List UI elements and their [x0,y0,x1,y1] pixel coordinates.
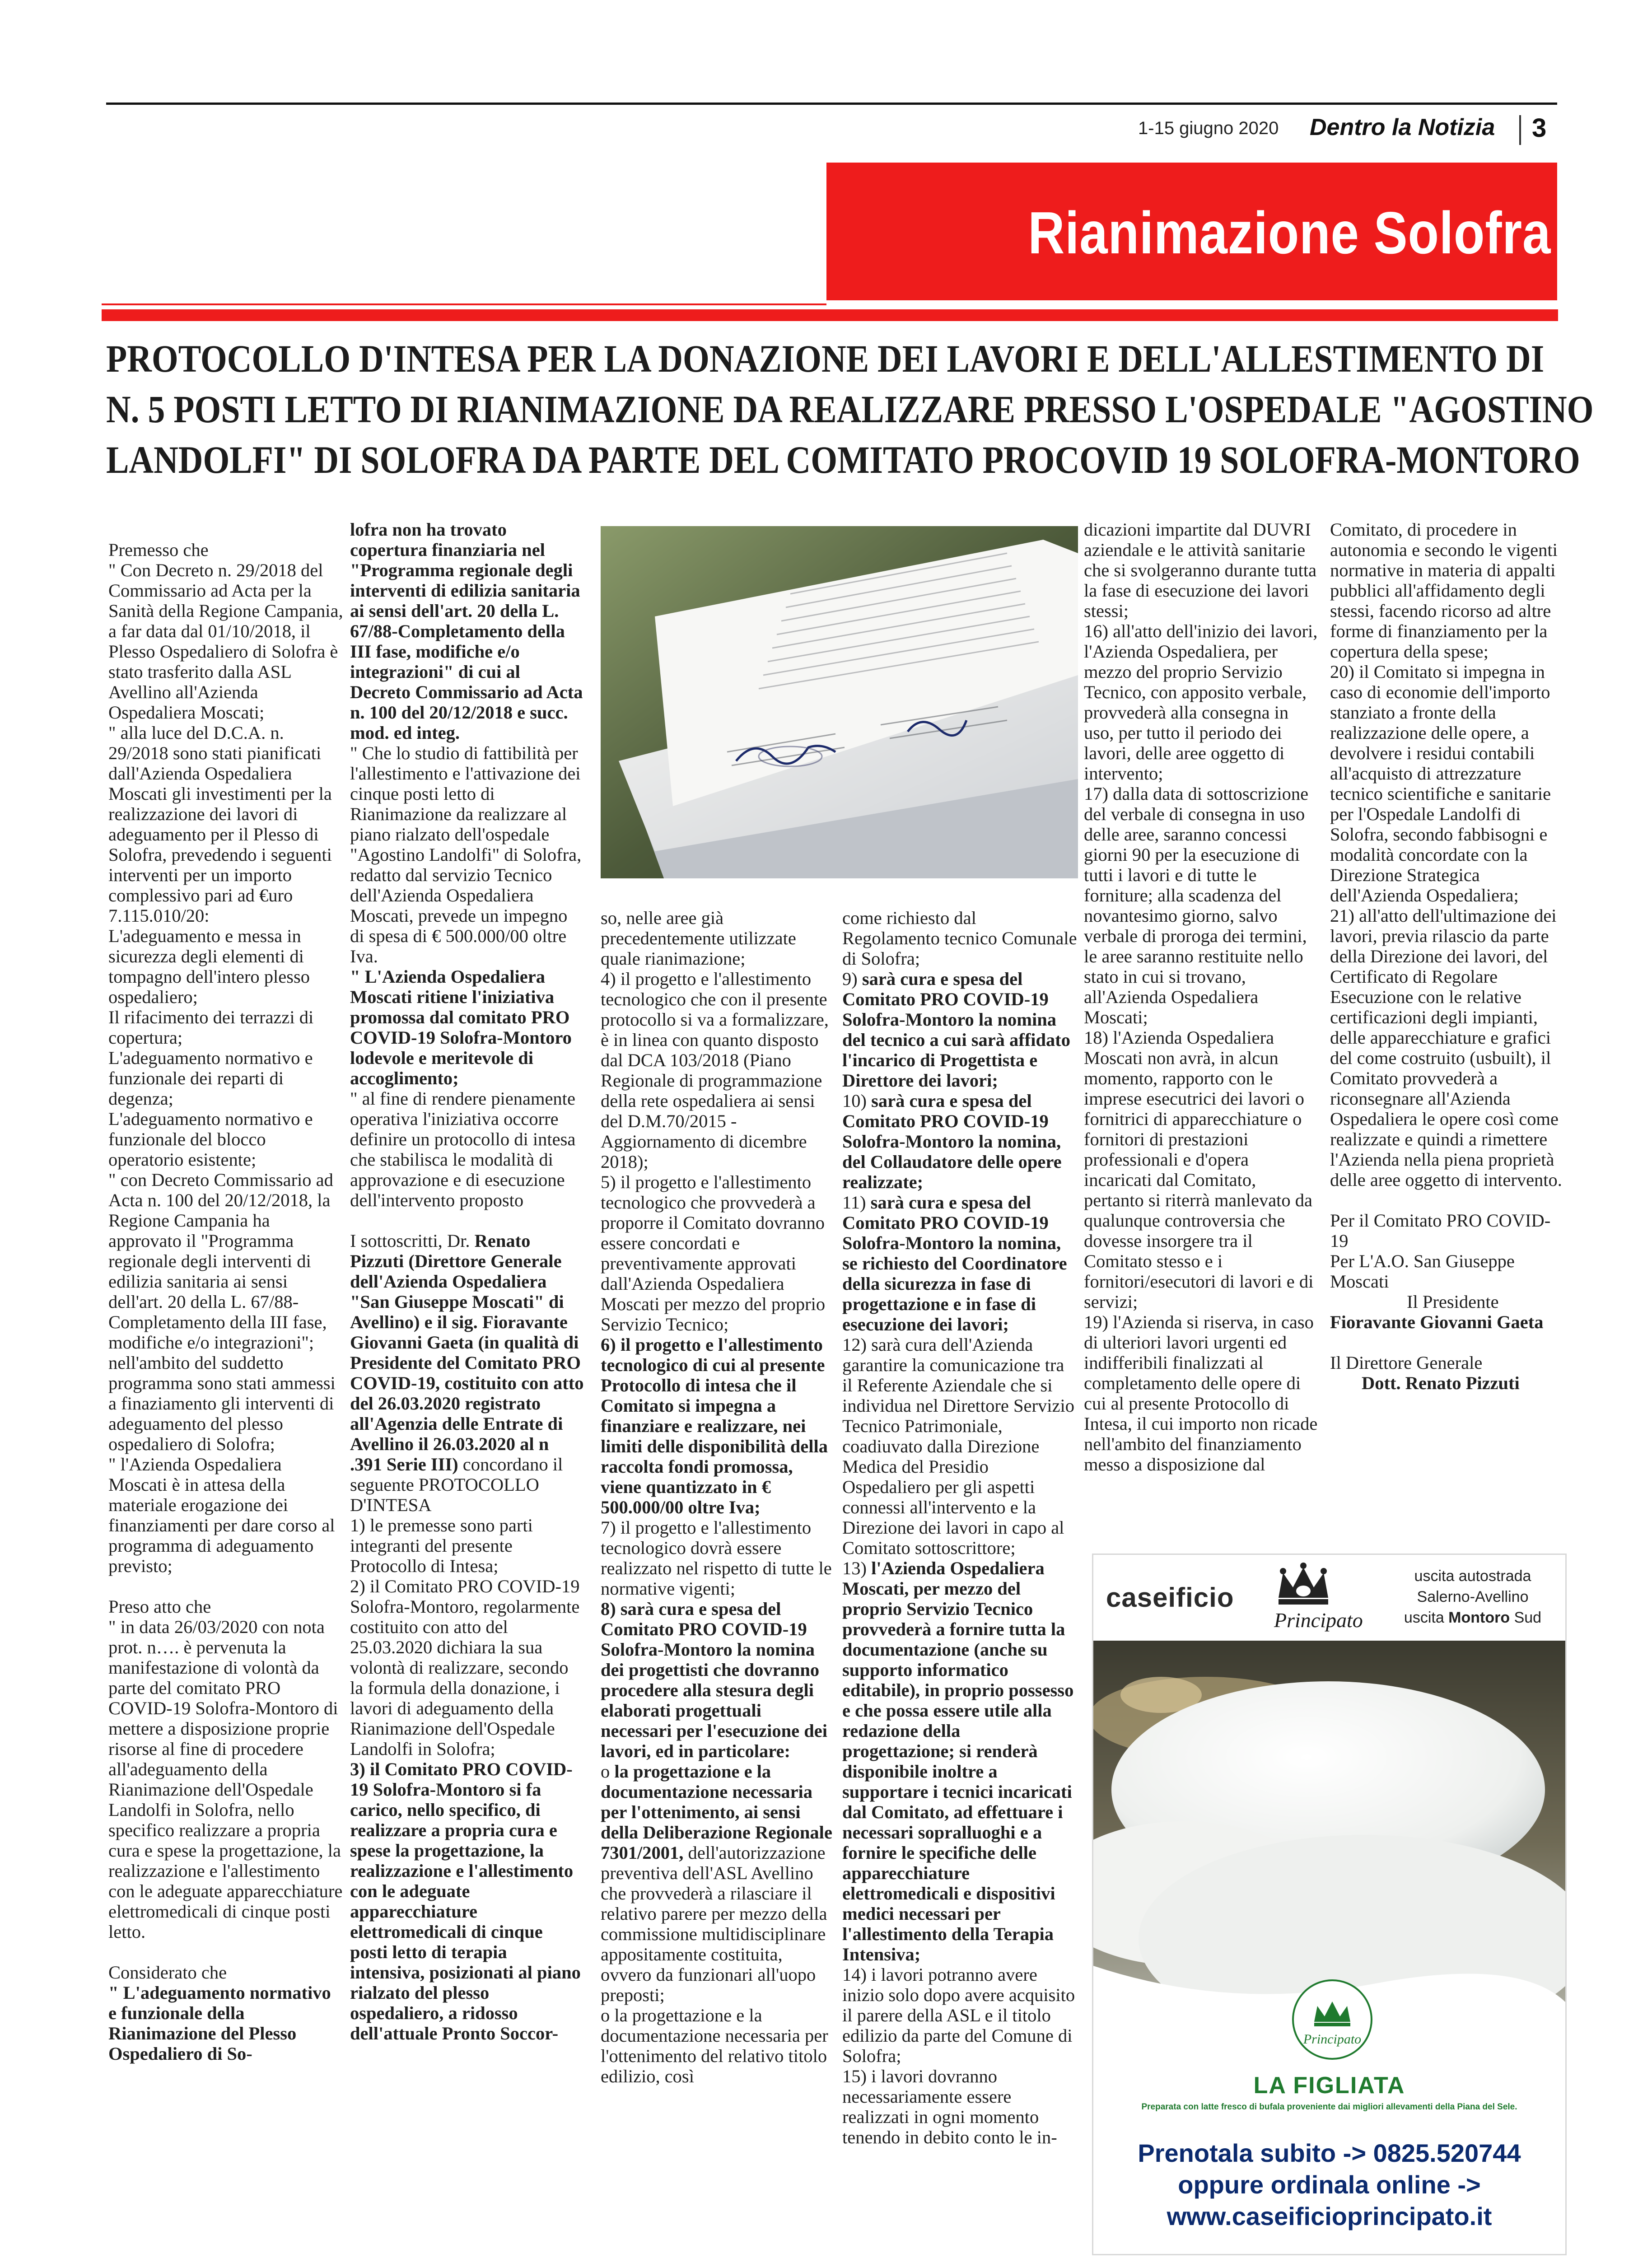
ad-tagline: Preparata con latte fresco di bufala proveniente dai migliori allevamenti della Piana del Sele. [1141,2102,1517,2112]
paragraph-bold [601,1334,835,1517]
paragraph: " in data 26/03/2020 con nota prot. n…. è pervenuta la manifestazione di volontà da parte del comitato PRO COVID-19 Solofra-Montoro di mettere a disposizione proprie risorse al fine di procedere all'adeguamento della Rianimazione dell'Ospedale Landolfi in Solofra, nello specifico realizzare a propria cura e spese la progettazione, la realizzazione e l'allestimento con le adeguate apparecchiature elettromedicali di cinque posti letto. [108,1617,343,1942]
signed-document-photo [601,526,1078,878]
ad-product-name: LA FIGLIATA [1253,2072,1405,2099]
ad-website-link[interactable]: www.caseificioprincipato.it [1167,2202,1492,2230]
paragraph: Considerato che [108,1962,227,1983]
ad-brand-name: Principato [1274,1609,1363,1632]
signature-dg-title: Il Direttore Generale [1330,1353,1483,1373]
text: o [601,1761,615,1782]
paragraph: Comitato, di procedere in autonomia e secondo le vigenti normative in materia di appalti pubblici all'affidamento degli stessi, facendo ricorso ad altre forme di finanziamento per la copertura della spese; [1330,519,1558,662]
bold-text: sarà cura e spesa del Comitato PRO COVID-19 Solofra-Montoro la nomina del tecnico a cui sarà affidato l'incarico di Progettista e Direttore dei lavori; [842,969,1071,1091]
caseificio-advertisement[interactable] [1092,1554,1567,2255]
paragraph [108,1942,343,1962]
signature-dg-name [1330,1373,1565,1393]
bold-text: lofra non ha trovato copertura finanziaria nel "Programma regionale degli interventi di edilizia sanitaria ai sensi dell'art. 20 della L. 67/88-Completamento della III fase, modifiche e/o integrazioni" di cui al Decreto Commissario ad Acta n. 100 del 20/12/2018 e succ. mod. ed integ. [350,519,583,743]
paragraph: 20) il Comitato si impegna in caso di economie dell'importo stanziato a fronte della realizzazione delle opere, a devolvere i residui contabili all'acquisto di attrezzature tecnico scientifiche e sanitarie per l'Ospedale Landolfi di Solofra, secondo fabbisogni e modalità concordate con la Direzione Strategica dell'Azienda Ospedaliera; [1330,662,1551,905]
text: 10) [842,1091,872,1111]
round-logo-name: Principato [1303,2032,1362,2047]
paragraph: 14) i lavori potranno avere inizio solo dopo avere acquisito il parere della ASL e il titolo edilizio da parte del Comune di Solofra; [842,1964,1075,2066]
document-photo-graphic [601,526,1078,878]
paragraph [1330,1190,1565,1210]
text: dell'autorizzazione preventiva dell'ASL Avellino che provvederà a rilasciare il relativo parere per mezzo della commissione multidisciplinare appositamente costituita, ovvero da funzionari all'uopo preposti; [601,1843,827,2005]
text: Sud [1510,1609,1542,1626]
article-column-4 [842,908,1077,2147]
section-red-rule [102,309,1558,321]
bold-text: sarà cura e spesa del Comitato PRO COVID-19 Solofra-Montoro la nomina, del Collaudatore delle opere realizzate; [842,1091,1062,1192]
bold-text: Renato Pizzuti (Direttore Generale dell'Azienda Ospedaliera "San Giuseppe Moscati" di Avellino) e il sig. Fioravante Giovanni Gaeta (in qualità di Presidente del Comitato PRO COVID-19, costituito con atto del 26.03.2020 registrato all'Agenzia delle Entrate di Avellino il 26.03.2020 al n .391 Serie III) [350,1231,584,1474]
paragraph-bold [350,519,585,743]
paragraph: " al fine di rendere pienamente operativa l'iniziativa occorre definire un protocollo di intesa che stabilisca le modalità di approvazione e di esecuzione dell'intervento proposto [350,1088,576,1210]
exit-line-2: Salerno-Avellino [1417,1588,1529,1605]
signature-president-name [1330,1312,1565,1332]
bold-text: Dott. Renato Pizzuti [1362,1373,1520,1393]
paragraph: come richiesto dal Regolamento tecnico Comunale di Solofra; [842,908,1077,969]
paragraph-bold [108,1983,343,2064]
paragraph-bold [350,966,585,1088]
bold-text: l'Azienda Ospedaliera Moscati, per mezzo del proprio Servizio Tecnico provvederà a fornire tutta la documentazione (anche su supporto informatico editabile), in proprio possesso e che possa essere utile alla redazione della progettazione; si renderà disponibile inoltre a supportare i tecnici incaricati dal Comitato, ad effettuare i necessari sopralluoghi e a fornire le specifiche delle apparecchiature elettromedicali e dispositivi medici necessari per l'allestimento della Terapia Intensiva; [842,1558,1074,1964]
text: I sottoscritti, Dr. [350,1231,475,1251]
paragraph: o la progettazione e la documentazione necessaria per l'ottenimento del relativo titolo edilizio, così [601,2005,828,2086]
article-column-3 [601,908,835,2086]
paragraph: dicazioni impartite dal DUVRI aziendale e le attività sanitarie che si svolgeranno durante tutta la fase di esecuzione dei lavori stessi; [1084,519,1317,621]
paragraph: 19) l'Azienda si riserva, in caso di ulteriori lavori urgenti ed indifferibili finalizzati al completamento delle opere di cui al presente Protocollo di Intesa, il cui importo non ricade nell'ambito del finanziamento messo a disposizione dal [1084,1312,1318,1474]
article-column-6 [1330,519,1565,1393]
paragraph: Il rifacimento dei terrazzi di copertura; [108,1007,314,1048]
paragraph: " alla luce del D.C.A. n. 29/2018 sono stati pianificati dall'Azienda Ospedaliera Moscati gli investimenti per la realizzazione dei lavori di adeguamento per il Plesso di Solofra, prevedendo i seguenti interventi per un importo complessivo pari ad €uro 7.115.010/20: [108,723,332,926]
issue-date: 1-15 giugno 2020 [1138,118,1279,138]
paragraph: Premesso che [108,540,209,560]
ad-online-cta: oppure ordinala online -> [1178,2170,1481,2199]
ad-exit-info [1387,1566,1559,1628]
section-thin-rule [102,303,826,305]
bold-text: la progettazione e la documentazione necessaria per l'ottenimento, ai sensi della Deliberazione Regionale 7301/2001, [601,1761,832,1863]
paragraph: 5) il progetto e l'allestimento tecnologico che provvederà a proporre il Comitato dovranno essere concordati e preventivamente approvati dall'Azienda Ospedaliera Moscati per mezzo del proprio Servizio Tecnico; [601,1172,826,1334]
paragraph [842,969,1077,1091]
section-banner [826,163,1557,300]
paragraph: Preso atto che [108,1596,211,1617]
text: 13) [842,1558,872,1578]
section-title: Rianimazione Solofra [1028,200,1551,266]
headline-line-1: PROTOCOLLO D'INTESA PER LA DONAZIONE DEI LAVORI E DELL'ALLESTIMENTO DI [106,337,1545,380]
bold-text: " L'Azienda Ospedaliera Moscati ritiene l'iniziativa promossa dal comitato PRO COVID-19 Solofra-Montoro lodevole e meritevole di accoglimento; [350,966,572,1088]
paragraph [1330,1332,1565,1353]
paragraph: 17) dalla data di sottoscrizione del verbale di consegna in uso delle aree, saranno concessi giorni 90 per la esecuzione di tutti i lavori e di tutte le forniture; alla scadenza del novantesimo giorno, salvo verbale di proroga dei termini, le aree saranno restituite nello stato in cui si trovano, all'Azienda Ospedaliera Moscati; [1084,784,1309,1027]
ad-cta-block [1093,2137,1565,2232]
paragraph: 21) all'atto dell'ultimazione dei lavori, previa rilascio da parte della Direzione dei lavori, del Certificato di Regolare Esecuzione con le relative certificazioni degli impianti, delle apparecchiature e grafici del come costruito (usbuilt), il Comitato provvederà a riconsegnare all'Azienda Ospedaliera le opere così come realizzate e quindi a rimettere l'Azienda nella piena proprietà delle aree oggetto di intervento. [1330,905,1562,1190]
exit-line-3 [1387,1607,1559,1628]
paragraph: 15) i lavori dovranno necessariamente essere realizzati in ogni momento tenendo in debito conto le in- [842,2066,1057,2147]
bold-text: Montoro [1448,1609,1510,1626]
paragraph: 18) l'Azienda Ospedaliera Moscati non avrà, in alcun momento, rapporto con le imprese esecutrici dei lavori o fornitrici di apparecchiature o fornitori di prestazioni professionali e d'opera incaricati dal Comitato, pertanto si riterrà manlevato da qualunque controversia che dovesse insorgere tra il Comitato stesso e i fornitori/esecutori di lavori e di servizi; [1084,1027,1314,1312]
exit-line-1: uscita autostrada [1414,1568,1531,1585]
paragraph: " Che lo studio di fattibilità per l'allestimento e l'attivazione dei cinque posti letto di Rianimazione da realizzare al piano rialzato dell'ospedale "Agostino Landolfi" di Solofra, redatto dal servizio Tecnico dell'Azienda Ospedaliera Moscati, prevede un impegno di spesa di € 500.000/00 oltre Iva. [350,743,582,966]
paragraph [842,1558,1077,1964]
article-column-1 [108,540,343,2064]
paragraph [842,1091,1077,1192]
paragraph: " Con Decreto n. 29/2018 del Commissario ad Acta per la Sanità della Regione Campania, a far data dal 01/10/2018, il Plesso Ospedaliero di Solofra è stato trasferito dalla ASL Avellino all'Azienda Ospedaliera Moscati; [108,560,343,723]
ad-brand-word: caseificio [1106,1582,1234,1613]
text: concordano il seguente PROTOCOLLO D'INTESA [350,1454,563,1515]
article-column-5 [1084,519,1319,1474]
bold-text: sarà cura e spesa del Comitato PRO COVID-19 Solofra-Montoro la nomina, se richiesto del Coordinatore della sicurezza in fase di progettazione e in fase di esecuzione dei lavori; [842,1192,1067,1334]
paragraph: " l'Azienda Ospedaliera Moscati è in attesa della materiale erogazione dei finanziamenti per dare corso al programma di adeguamento previsto; [108,1454,335,1576]
bold-text: " L'adeguamento normativo e funzionale della Rianimazione del Plesso Ospedaliero di So- [108,1983,331,2064]
top-rule [106,103,1557,105]
page-number: 3 [1532,113,1547,143]
text: 9) [842,969,862,989]
principato-round-logo [1292,1979,1372,2060]
crown-logo-icon [1274,1559,1333,1609]
signature-president-title: Il Presidente [1407,1292,1499,1312]
paragraph: 16) all'atto dell'inizio dei lavori, l'Azienda Ospedaliera, per mezzo del proprio Servizio Tecnico, con apposito verbale, provvederà alla consegna in uso, per tutto il periodo dei lavori, delle aree oggetto di intervento; [1084,621,1318,784]
headline-line-3: LANDOLFI" DI SOLOFRA DA PARTE DEL COMITATO PROCOVID 19 SOLOFRA-MONTORO [106,438,1580,481]
paragraph: 4) il progetto e l'allestimento tecnologico che con il presente protocollo si va a formalizzare, è in linea con quanto disposto dal DCA 103/2018 (Piano Regionale di programmazione della rete ospedaliera ai sensi del D.M.70/2015 - Aggiornamento di dicembre 2018); [601,969,829,1172]
crown-logo-graphic [1274,1559,1333,1609]
paragraph [601,1761,835,2005]
paragraph: L'adeguamento normativo e funzionale dei reparti di degenza; [108,1048,313,1109]
paragraph: " con Decreto Commissario ad Acta n. 100 del 20/12/2018, la Regione Campania ha approvato il "Programma regionale degli interventi di edilizia sanitaria ai sensi dell'art. 20 della L. 67/88-Completamento della III fase, modifiche e/o integrazioni"; nell'ambito del suddetto programma sono stati ammessi a finaziamento gli interventi di adeguamento del plesso ospedaliero di Solofra; [108,1170,336,1454]
bold-text: 6) il progetto e l'allestimento tecnologico di cui al presente Protocollo di intesa che il Comitato si impegna a finanziare e realizzare, nei limiti delle disponibilità della raccolta fondi promossa, viene quantizzato in € 500.000/00 oltre Iva; [601,1334,828,1517]
paragraph-bold [601,1599,835,1761]
article-headline [106,333,1594,485]
text: 11) [842,1192,871,1213]
headline-line-2: N. 5 POSTI LETTO DI RIANIMAZIONE DA REALIZZARE PRESSO L'OSPEDALE "AGOSTINO [106,387,1594,431]
paragraph [350,1231,585,1515]
bold-text: Fioravante Giovanni Gaeta [1330,1312,1544,1332]
bold-text: 8) sarà cura e spesa del Comitato PRO COVID-19 Solofra-Montoro la nomina dei progettisti che dovranno procedere alla stesura degli elaborati progettuali necessari per l'esecuzione dei lavori, ed in particolare: [601,1599,828,1761]
paragraph: L'adeguamento e messa in sicurezza degli elementi di tompagno dell'intero plesso ospedaliero; [108,926,310,1007]
paragraph [842,1192,1077,1334]
paragraph: 2) il Comitato PRO COVID-19 Solofra-Montoro, regolarmente costituito con atto del 25.03.2020 dichiara la sua volontà di realizzare, secondo la formula della donazione, i lavori di adeguamento della Rianimazione dell'Ospedale Landolfi in Solofra; [350,1576,580,1759]
signature-comitato: Per il Comitato PRO COVID-19 [1330,1210,1551,1251]
signature-ao: Per L'A.O. San Giuseppe Moscati [1330,1251,1515,1292]
paragraph: 1) le premesse sono parti integranti del presente Protocollo di Intesa; [350,1515,533,1576]
paragraph: so, nelle aree già precedentemente utilizzate quale rianimazione; [601,908,796,969]
paragraph [350,1210,585,1231]
header-separator [1519,115,1521,145]
paragraph: 7) il progetto e l'allestimento tecnologico dovrà essere realizzato nel rispetto di tutte le normative vigenti; [601,1517,832,1599]
publication-name: Dentro la Notizia [1310,114,1495,140]
text: uscita [1404,1609,1449,1626]
paragraph-bold [350,1759,585,2043]
ad-phone-cta[interactable]: Prenotala subito -> 0825.520744 [1138,2139,1521,2167]
paragraph: 12) sarà cura dell'Azienda garantire la comunicazione tra il Referente Aziendale che si individua nel Direttore Servizio Tecnico Patrimoniale, coadiuvato dalla Direzione Medica del Presidio Ospedaliero per gli aspetti connessi all'intervento e la Direzione dei lavori in capo al Comitato sottoscrittore; [842,1334,1074,1558]
paragraph: L'adeguamento normativo e funzionale del blocco operatorio esistente; [108,1109,313,1170]
article-column-2 [350,519,585,2043]
paragraph [108,1576,343,1596]
bold-text: 3) il Comitato PRO COVID-19 Solofra-Montoro si fa carico, nello specifico, di realizzare a propria cura e spese la progettazione, la realizzazione e l'allestimento con le adeguate apparecchiature elettromedicali di cinque posti letto di terapia intensiva, posizionati al piano rialzato del plesso ospedaliero, a ridosso dell'attuale Pronto Soccor- [350,1759,581,2043]
